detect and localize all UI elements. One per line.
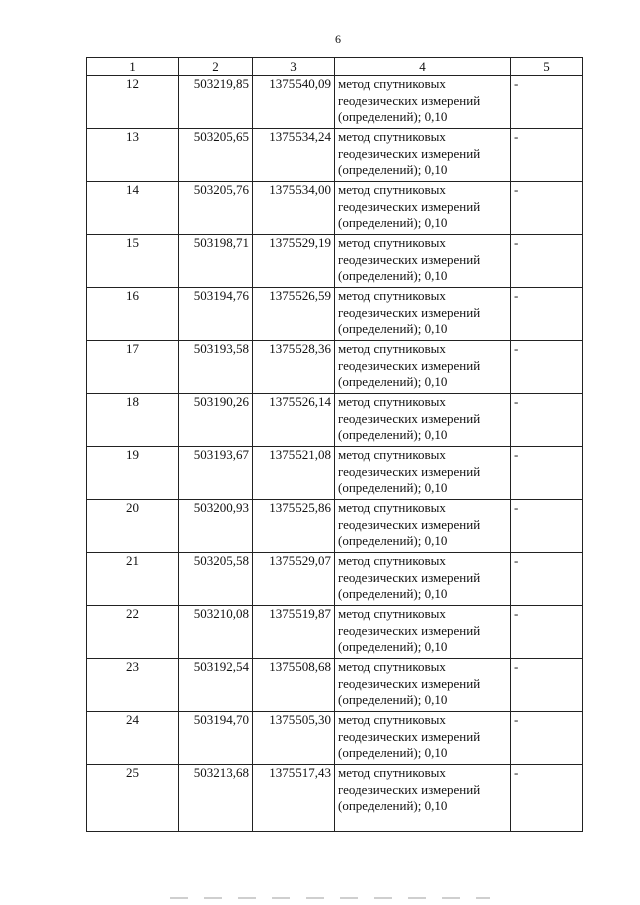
coordinate-x: 503198,71 (179, 235, 253, 288)
coordinate-y: 1375519,87 (253, 606, 335, 659)
extra-value: - (511, 235, 583, 288)
coordinate-x: 503213,68 (179, 765, 253, 832)
method-description: метод спутниковых геодезических измерений (определений); 0,10 (335, 182, 511, 235)
coordinate-x: 503205,58 (179, 553, 253, 606)
method-description: метод спутниковых геодезических измерений (определений); 0,10 (335, 659, 511, 712)
column-header: 3 (253, 58, 335, 76)
extra-value: - (511, 712, 583, 765)
column-header: 1 (87, 58, 179, 76)
point-number: 17 (87, 341, 179, 394)
coordinate-y: 1375529,19 (253, 235, 335, 288)
method-description: метод спутниковых геодезических измерений (определений); 0,10 (335, 394, 511, 447)
point-number: 20 (87, 500, 179, 553)
coordinate-y: 1375517,43 (253, 765, 335, 832)
column-header: 2 (179, 58, 253, 76)
extra-value: - (511, 129, 583, 182)
extra-value: - (511, 500, 583, 553)
coordinate-x: 503194,70 (179, 712, 253, 765)
coordinate-y: 1375526,59 (253, 288, 335, 341)
method-description: метод спутниковых геодезических измерений (определений); 0,10 (335, 288, 511, 341)
table-row (87, 712, 583, 765)
table-header-row (87, 58, 583, 76)
page-number: 6 (335, 32, 341, 46)
extra-value: - (511, 606, 583, 659)
table-row (87, 765, 583, 832)
extra-value: - (511, 182, 583, 235)
table-row (87, 235, 583, 288)
point-number: 15 (87, 235, 179, 288)
table-row (87, 553, 583, 606)
method-description: метод спутниковых геодезических измерений (определений); 0,10 (335, 606, 511, 659)
coordinate-y: 1375526,14 (253, 394, 335, 447)
extra-value: - (511, 394, 583, 447)
extra-value: - (511, 76, 583, 129)
point-number: 12 (87, 76, 179, 129)
coordinate-x: 503192,54 (179, 659, 253, 712)
extra-value: - (511, 447, 583, 500)
coordinate-x: 503193,58 (179, 341, 253, 394)
coordinate-x: 503200,93 (179, 500, 253, 553)
point-number: 13 (87, 129, 179, 182)
coordinate-x: 503205,65 (179, 129, 253, 182)
point-number: 22 (87, 606, 179, 659)
extra-value: - (511, 341, 583, 394)
point-number: 25 (87, 765, 179, 832)
table-row (87, 288, 583, 341)
extra-value: - (511, 765, 583, 832)
coordinate-y: 1375534,24 (253, 129, 335, 182)
coordinate-x: 503205,76 (179, 182, 253, 235)
coordinate-y: 1375534,00 (253, 182, 335, 235)
table-row (87, 500, 583, 553)
coordinate-x: 503193,67 (179, 447, 253, 500)
point-number: 19 (87, 447, 179, 500)
coordinate-x: 503190,26 (179, 394, 253, 447)
extra-value: - (511, 659, 583, 712)
point-number: 18 (87, 394, 179, 447)
table-row (87, 606, 583, 659)
table-row (87, 341, 583, 394)
column-header: 4 (335, 58, 511, 76)
method-description: метод спутниковых геодезических измерений (определений); 0,10 (335, 129, 511, 182)
method-description: метод спутниковых геодезических измерений (определений); 0,10 (335, 765, 511, 832)
coordinate-y: 1375540,09 (253, 76, 335, 129)
footer-scan-artifact (170, 897, 490, 899)
extra-value: - (511, 288, 583, 341)
coordinate-y: 1375525,86 (253, 500, 335, 553)
point-number: 16 (87, 288, 179, 341)
column-header: 5 (511, 58, 583, 76)
point-number: 14 (87, 182, 179, 235)
point-number: 21 (87, 553, 179, 606)
coordinate-y: 1375529,07 (253, 553, 335, 606)
coordinate-y: 1375528,36 (253, 341, 335, 394)
coordinate-y: 1375521,08 (253, 447, 335, 500)
method-description: метод спутниковых геодезических измерений (определений); 0,10 (335, 235, 511, 288)
method-description: метод спутниковых геодезических измерений (определений); 0,10 (335, 553, 511, 606)
extra-value: - (511, 553, 583, 606)
table-row (87, 447, 583, 500)
method-description: метод спутниковых геодезических измерений (определений); 0,10 (335, 712, 511, 765)
point-number: 23 (87, 659, 179, 712)
coordinate-x: 503219,85 (179, 76, 253, 129)
point-number: 24 (87, 712, 179, 765)
coordinate-x: 503210,08 (179, 606, 253, 659)
method-description: метод спутниковых геодезических измерений (определений); 0,10 (335, 500, 511, 553)
table-row (87, 182, 583, 235)
table-row (87, 659, 583, 712)
table-row (87, 76, 583, 129)
coordinate-y: 1375505,30 (253, 712, 335, 765)
coordinate-y: 1375508,68 (253, 659, 335, 712)
method-description: метод спутниковых геодезических измерений (определений); 0,10 (335, 447, 511, 500)
coordinate-x: 503194,76 (179, 288, 253, 341)
method-description: метод спутниковых геодезических измерений (определений); 0,10 (335, 76, 511, 129)
coordinates-table (86, 57, 583, 832)
table-row (87, 129, 583, 182)
method-description: метод спутниковых геодезических измерений (определений); 0,10 (335, 341, 511, 394)
table-row (87, 394, 583, 447)
